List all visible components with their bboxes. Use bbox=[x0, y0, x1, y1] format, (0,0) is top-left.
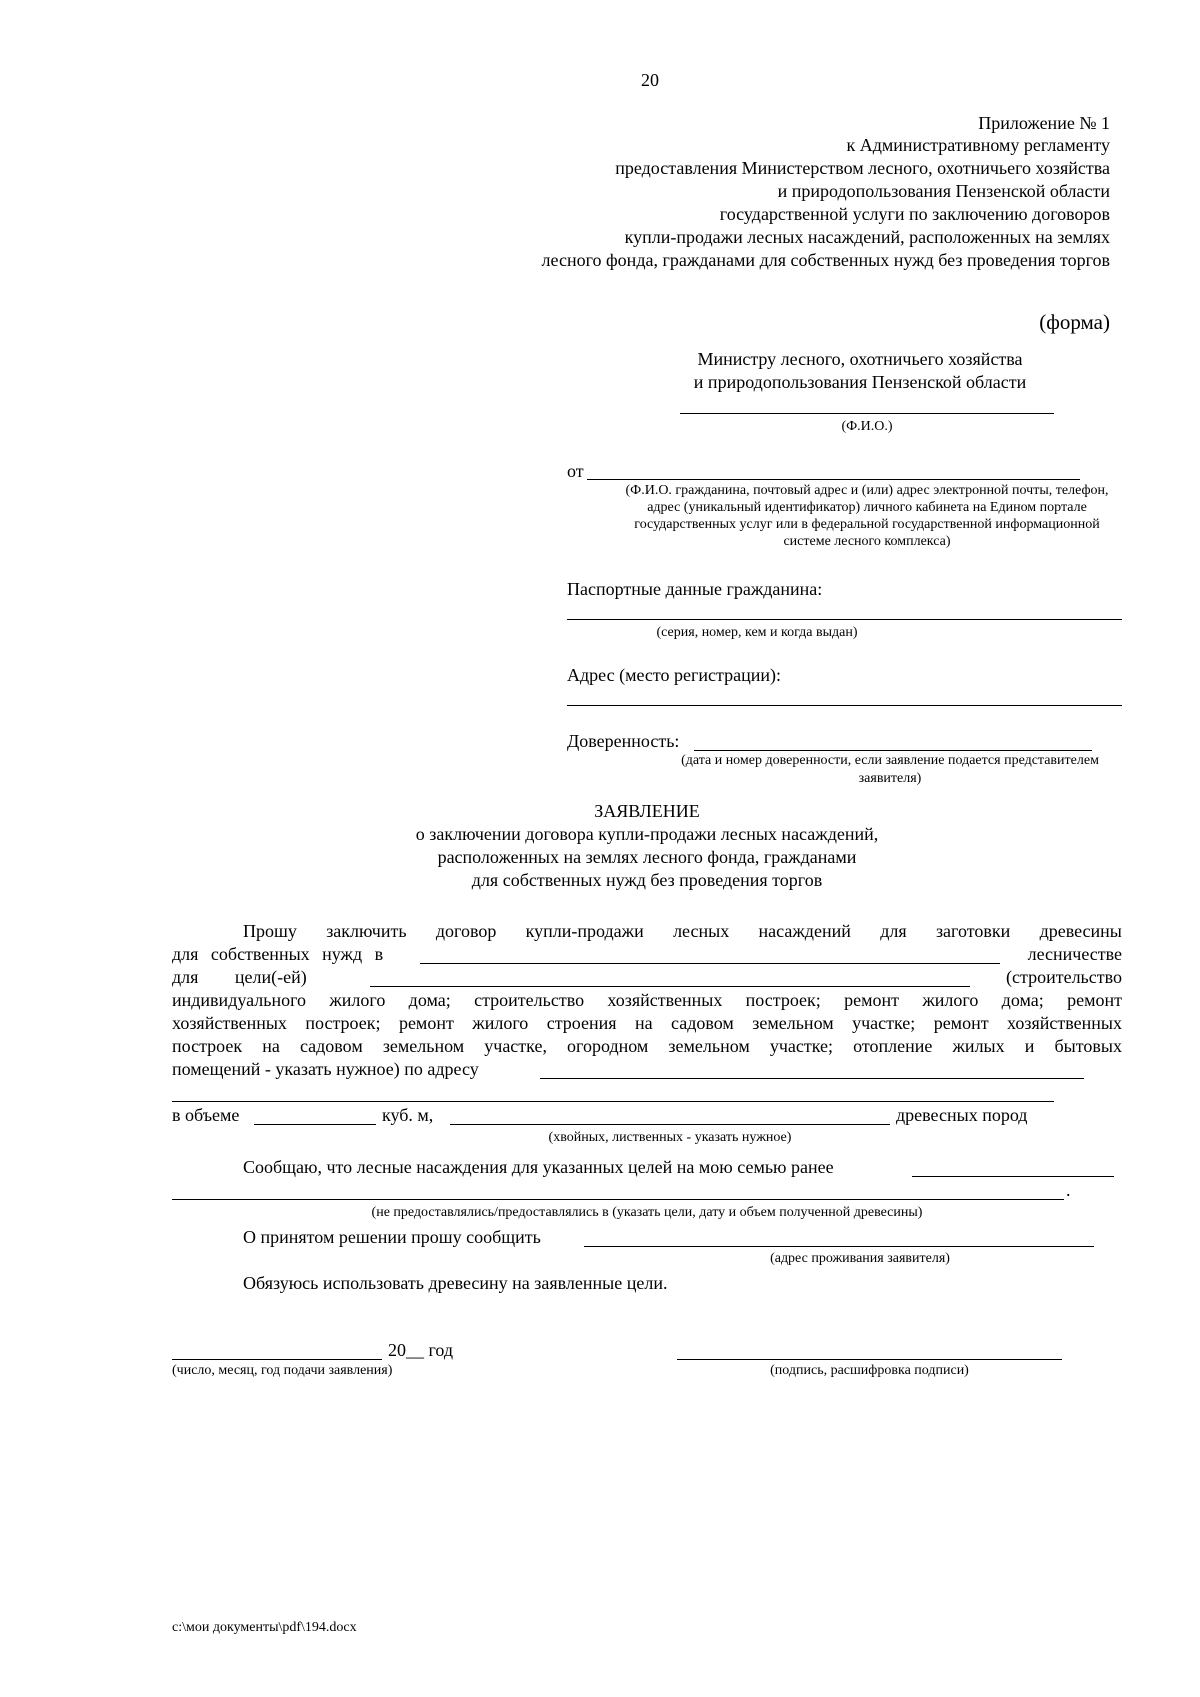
appendix-line: и природопользования Пензенской области bbox=[777, 181, 1110, 201]
from-caption-line: (Ф.И.О. гражданина, почтовый адрес и (или) адрес электронной почты, телефон, bbox=[625, 483, 1109, 498]
word: участке; bbox=[769, 1036, 834, 1056]
minister-fio-field[interactable] bbox=[680, 413, 1054, 414]
passport-field[interactable] bbox=[567, 619, 1122, 620]
word: построек; bbox=[305, 1013, 381, 1033]
word: построек; bbox=[745, 990, 821, 1010]
from-field[interactable] bbox=[587, 479, 1080, 480]
species-caption: (хвойных, лиственных - указать нужное) bbox=[548, 1130, 792, 1145]
report-text: Сообщаю, что лесные насаждения для указанных целей на мою семью ранее bbox=[243, 1157, 834, 1177]
word: дома; bbox=[1001, 990, 1044, 1010]
plot-address-field[interactable] bbox=[540, 1078, 1084, 1079]
word: построек bbox=[172, 1036, 243, 1056]
date-caption: (число, месяц, год подачи заявления) bbox=[172, 1363, 393, 1378]
statement-subtitle-1: о заключении договора купли-продажи лесных насаждений, bbox=[415, 824, 879, 844]
word: заготовки bbox=[935, 921, 1011, 941]
statement-subtitle-3: для собственных нужд без проведения торгов bbox=[471, 870, 823, 890]
forestry-prefix bbox=[172, 943, 392, 965]
word: Прошу bbox=[243, 921, 297, 941]
word: хозяйственных bbox=[1007, 1013, 1122, 1033]
word: древесины bbox=[1039, 921, 1122, 941]
footer-file-path: c:\мои документы\pdf\194.docx bbox=[172, 1620, 357, 1635]
address-label: Адрес (место регистрации): bbox=[567, 665, 781, 685]
statement-title: ЗАЯВЛЕНИЕ bbox=[594, 801, 700, 821]
purpose-suffix: (строительство bbox=[1006, 967, 1122, 987]
word: жилого bbox=[472, 1013, 529, 1033]
word: дома; bbox=[408, 990, 451, 1010]
proxy-field[interactable] bbox=[694, 750, 1092, 751]
signature-field[interactable] bbox=[677, 1359, 1062, 1360]
word: жилого bbox=[329, 990, 386, 1010]
word: земельном bbox=[668, 1036, 750, 1056]
word: строения bbox=[546, 1013, 617, 1033]
word: договор bbox=[435, 921, 497, 941]
body-line-1 bbox=[243, 920, 1122, 942]
forestry-field[interactable] bbox=[420, 963, 1000, 964]
word: заключить bbox=[326, 921, 407, 941]
address-field[interactable] bbox=[567, 705, 1122, 706]
proxy-caption-1: (дата и номер доверенности, если заявление подается представителем bbox=[681, 753, 1099, 768]
address-text: помещений - указать нужное) по адресу bbox=[172, 1059, 479, 1079]
word: земельном bbox=[382, 1036, 465, 1056]
word: огородном bbox=[567, 1036, 649, 1056]
appendix-line: предоставления Министерством лесного, охотничьего хозяйства bbox=[615, 158, 1110, 178]
from-caption-line: государственных услуг или в федеральной государственной информационной bbox=[634, 517, 1100, 532]
appendix-line: государственной услуги по заключению договоров bbox=[719, 204, 1110, 224]
forestry-suffix: лесничестве bbox=[1027, 944, 1122, 964]
plot-address-field-continued[interactable] bbox=[172, 1101, 1054, 1102]
notify-text: О принятом решении прошу сообщить bbox=[243, 1227, 541, 1247]
appendix-line: к Административному регламенту bbox=[846, 135, 1110, 155]
word: хозяйственных bbox=[607, 990, 723, 1010]
body-line-6 bbox=[172, 1035, 1122, 1057]
word: участке; bbox=[852, 1013, 916, 1033]
page-number: 20 bbox=[641, 70, 659, 90]
body-line-5 bbox=[172, 1012, 1122, 1034]
word: ремонт bbox=[398, 1013, 454, 1033]
word: на bbox=[262, 1036, 280, 1056]
notify-caption: (адрес проживания заявителя) bbox=[770, 1251, 950, 1266]
word: купли-продажи bbox=[525, 921, 644, 941]
word: на bbox=[634, 1013, 653, 1033]
appendix-line: купли-продажи лесных насаждений, расположенных на землях bbox=[624, 227, 1110, 247]
proxy-label: Доверенность: bbox=[567, 731, 680, 751]
purpose-prefix: для цели(-ей) bbox=[172, 967, 307, 987]
word: ремонт bbox=[844, 990, 900, 1010]
word: лесных bbox=[673, 921, 730, 941]
word: строительство bbox=[474, 990, 585, 1010]
volume-unit: куб. м, bbox=[382, 1105, 434, 1125]
word: жилых bbox=[952, 1036, 1005, 1056]
fio-caption: (Ф.И.О.) bbox=[841, 419, 893, 434]
addressee-line-1: Министру лесного, охотничьего хозяйства bbox=[697, 349, 1023, 369]
word: жилого bbox=[922, 990, 979, 1010]
text: для собственных нужд в bbox=[172, 944, 384, 964]
word: индивидуального bbox=[172, 990, 307, 1010]
report-caption: (не предоставлялись/предоставлялись в (указать цели, дату и объем полученной древесины) bbox=[371, 1205, 923, 1220]
report-field-continued[interactable] bbox=[172, 1199, 1064, 1200]
word: бытовых bbox=[1054, 1036, 1122, 1056]
word: отопление bbox=[853, 1036, 933, 1056]
oblige-text: Обязуюсь использовать древесину на заявленные цели. bbox=[243, 1273, 668, 1293]
report-field[interactable] bbox=[912, 1176, 1114, 1177]
addressee-line-2: и природопользования Пензенской области bbox=[693, 372, 1027, 392]
word: земельном bbox=[752, 1013, 834, 1033]
word: садовом bbox=[299, 1036, 363, 1056]
word: ремонт bbox=[1067, 990, 1122, 1010]
appendix-line: Приложение № 1 bbox=[978, 113, 1110, 133]
from-caption-line: адрес (уникальный идентификатор) личного кабинета на Едином портале bbox=[647, 500, 1087, 515]
word: насаждений bbox=[758, 921, 851, 941]
word: садовом bbox=[671, 1013, 734, 1033]
passport-caption: (серия, номер, кем и когда выдан) bbox=[656, 625, 858, 640]
word: и bbox=[1024, 1036, 1035, 1056]
volume-label: в объеме bbox=[172, 1105, 240, 1125]
word: для bbox=[880, 921, 907, 941]
notify-field[interactable] bbox=[584, 1246, 1094, 1247]
year-text: 20__ год bbox=[388, 1340, 454, 1360]
form-label: (форма) bbox=[1039, 310, 1110, 334]
purpose-field[interactable] bbox=[370, 986, 970, 987]
date-field[interactable] bbox=[172, 1359, 382, 1360]
from-label: от bbox=[567, 461, 584, 481]
passport-label: Паспортные данные гражданина: bbox=[567, 579, 823, 599]
statement-subtitle-2: расположенных на землях лесного фонда, гражданами bbox=[437, 847, 857, 867]
proxy-caption-2: заявителя) bbox=[858, 771, 922, 786]
report-dot: . bbox=[1066, 1180, 1071, 1200]
from-caption-line: системе лесного комплекса) bbox=[783, 534, 951, 549]
word: участке, bbox=[484, 1036, 547, 1056]
appendix-line: лесного фонда, гражданами для собственных нужд без проведения торгов bbox=[541, 250, 1110, 270]
volume-field[interactable] bbox=[254, 1124, 376, 1125]
word: хозяйственных bbox=[172, 1013, 287, 1033]
species-suffix: древесных пород bbox=[896, 1105, 1028, 1125]
body-line-4 bbox=[172, 989, 1122, 1011]
word: ремонт bbox=[933, 1013, 989, 1033]
signature-caption: (подпись, расшифровка подписи) bbox=[770, 1363, 969, 1378]
species-field[interactable] bbox=[450, 1124, 890, 1125]
